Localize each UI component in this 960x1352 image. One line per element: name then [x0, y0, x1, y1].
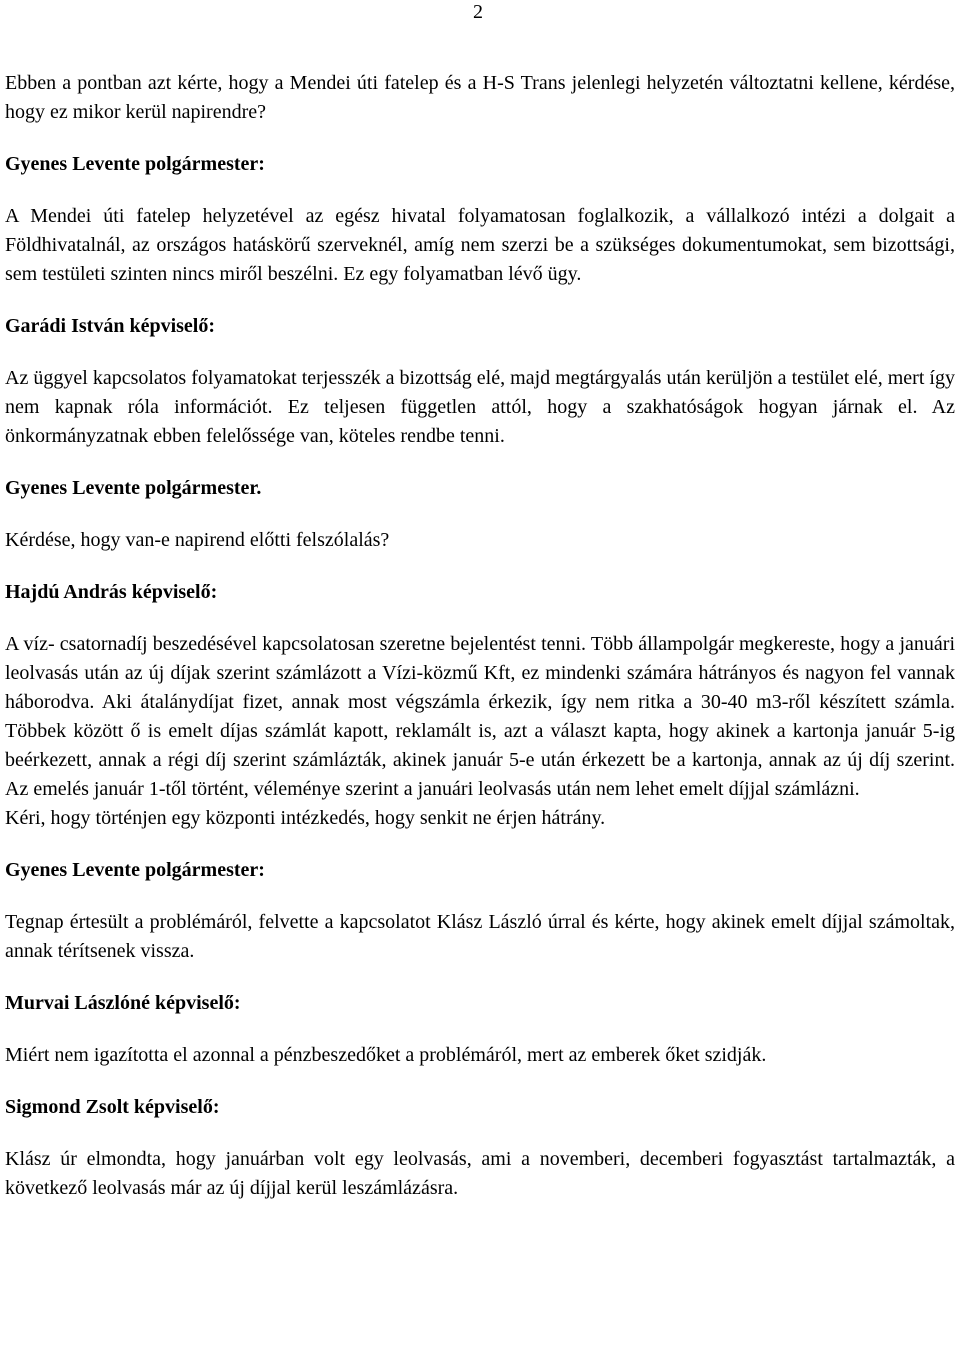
- paragraph: Kéri, hogy történjen egy központi intézkedés, hogy senkit ne érjen hátrány.: [5, 807, 606, 829]
- paragraph: A Mendei úti fatelep helyzetével az egész hivatal folyamatosan foglalkozik, a vállalkozó intézi a dolgait a Földhivatalnál, az országos hatáskörű szerveknél, amíg nem szerzi be a szükséges dokumentumokat, sem bizottsági, sem testületi szinten nincs miről beszélni. Ez egy folyamatban lévő ügy.: [5, 205, 955, 285]
- paragraph: Ebben a pontban azt kérte, hogy a Mendei úti fatelep és a H-S Trans jelenlegi helyzetén változtatni kellene, kérdése, hogy ez mikor kerül napirendre?: [5, 72, 955, 123]
- page-number: 2: [473, 1, 483, 23]
- paragraph: Kérdése, hogy van-e napirend előtti felszólalás?: [5, 529, 390, 551]
- speaker-heading: Gyenes Levente polgármester.: [5, 477, 262, 499]
- speaker-heading: Hajdú András képviselő:: [5, 581, 218, 603]
- paragraph: Klász úr elmondta, hogy januárban volt egy leolvasás, ami a novemberi, decemberi fogyasztást tartalmazták, a következő leolvasás már az új díjjal kerül leszámlázásra.: [5, 1148, 955, 1199]
- paragraph: Tegnap értesült a problémáról, felvette a kapcsolatot Klász László úrral és kérte, hogy akinek emelt díjjal számoltak, annak térítsenek vissza.: [5, 911, 955, 962]
- speaker-heading: Sigmond Zsolt képviselő:: [5, 1096, 220, 1118]
- paragraph: Miért nem igazította el azonnal a pénzbeszedőket a problémáról, mert az emberek őket szidják.: [5, 1044, 767, 1066]
- speaker-heading: Gyenes Levente polgármester:: [5, 153, 265, 175]
- speaker-heading: Garádi István képviselő:: [5, 315, 216, 337]
- paragraph: A víz- csatornadíj beszedésével kapcsolatosan szeretne bejelentést tenni. Több állampolgár megkereste, hogy a januári leolvasás után az új díjak szerint számlázott a Vízi-közmű Kft, ez mindenki számára hátrányos és nagyon fel vannak háborodva. Aki átalánydíjat fizet, annak most végszámla érkezik, így nem ritka a 30-40 m3-ről készített számla. Többek között ő is emelt díjas számlát kapott, reklamált is, azt a választ kapta, hogy akinek a kartonja január 5-ig beérkezett, annak a régi díj szerint számlázták, akinek január 5-e után érkezett be a kartonja, annak az új díj szerint. Az emelés január 1-től történt, véleménye szerint a januári leolvasás után nem lehet emelt díjjal számlázni.: [5, 633, 955, 800]
- paragraph: Az üggyel kapcsolatos folyamatokat terjesszék a bizottság elé, majd megtárgyalás után kerüljön a testület elé, mert így nem kapnak róla információt. Ez teljesen független attól, hogy a szakhatóságok hogyan járnak el. Az önkormányzatnak ebben felelőssége van, köteles rendbe tenni.: [5, 367, 955, 447]
- speaker-heading: Gyenes Levente polgármester:: [5, 859, 265, 881]
- document-body: [5, 69, 955, 1203]
- speaker-heading: Murvai Lászlóné képviselő:: [5, 992, 241, 1014]
